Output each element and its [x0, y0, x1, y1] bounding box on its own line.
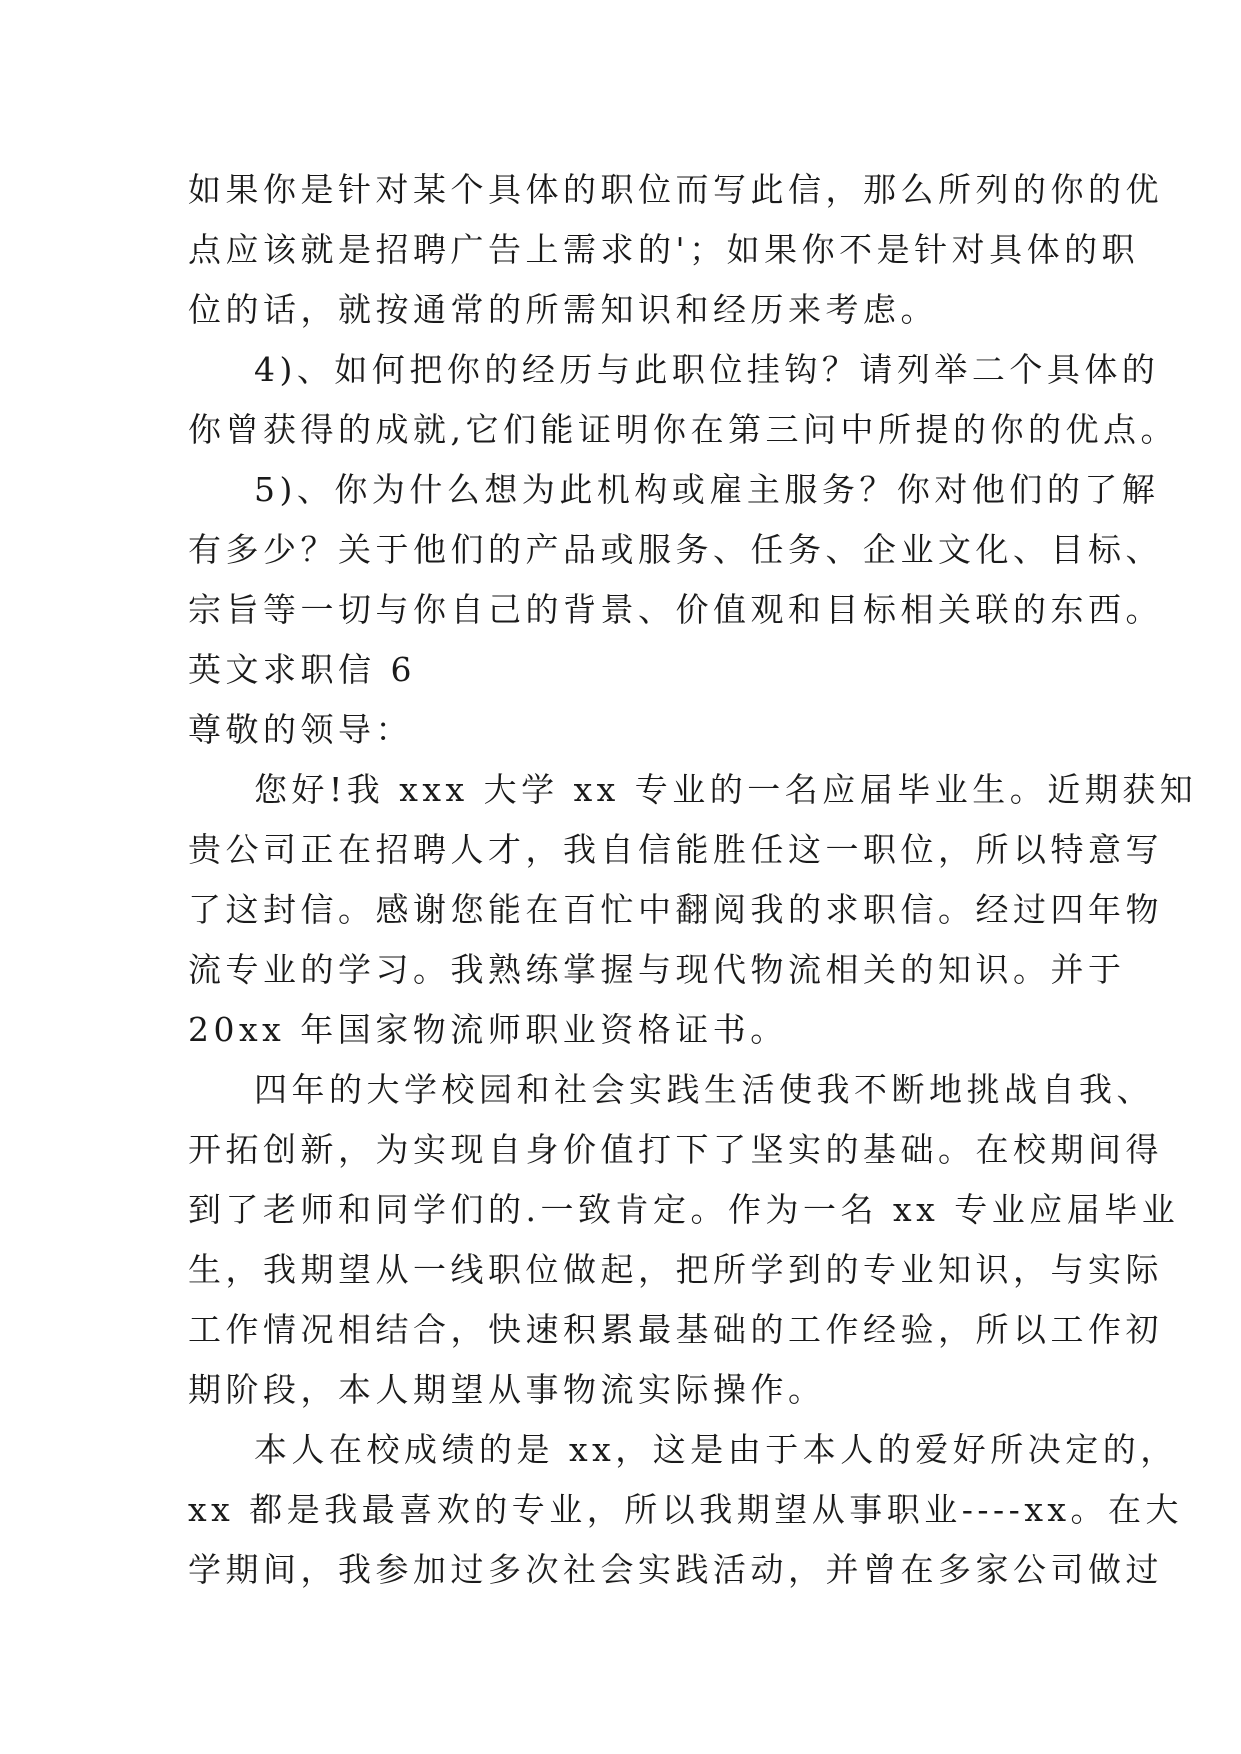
text-line: 到了老师和同学们的.一致肯定。作为一名 xx 专业应届毕业	[188, 1190, 1180, 1229]
text-line: 位的话，就按通常的所需知识和经历来考虑。	[188, 290, 938, 329]
text-line: xx 都是我最喜欢的专业，所以我期望从事职业----xx。在大	[188, 1490, 1184, 1529]
document-body	[188, 160, 1198, 1600]
text-line: 了这封信。感谢您能在百忙中翻阅我的求职信。经过四年物	[188, 890, 1163, 929]
text-line: 您好!我 xxx 大学 xx 专业的一名应届毕业生。近期获知	[254, 770, 1198, 809]
text-line: 工作情况相结合，快速积累最基础的工作经验，所以工作初	[188, 1310, 1163, 1349]
text-line: 你曾获得的成就,它们能证明你在第三问中所提的你的优点。	[188, 410, 1178, 449]
text-line: 有多少？关于他们的产品或服务、任务、企业文化、目标、	[188, 530, 1163, 569]
text-line: 宗旨等一切与你自己的背景、价值观和目标相关联的东西。	[188, 590, 1163, 629]
text-line: 期阶段，本人期望从事物流实际操作。	[188, 1370, 826, 1409]
text-line: 4)、如何把你的经历与此职位挂钩？请列举二个具体的	[254, 350, 1160, 389]
text-line: 开拓创新，为实现自身价值打下了坚实的基础。在校期间得	[188, 1130, 1163, 1169]
text-line: 四年的大学校园和社会实践生活使我不断地挑战自我、	[254, 1070, 1154, 1109]
text-line: 如果你是针对某个具体的职位而写此信，那么所列的你的优	[188, 170, 1163, 209]
text-line: 流专业的学习。我熟练掌握与现代物流相关的知识。并于	[188, 950, 1126, 989]
text-line: 5)、你为什么想为此机构或雇主服务？你对他们的了解	[254, 470, 1160, 509]
text-line: 贵公司正在招聘人才，我自信能胜任这一职位，所以特意写	[188, 830, 1163, 869]
text-line: 本人在校成绩的是 xx，这是由于本人的爱好所决定的，	[254, 1430, 1178, 1469]
text-line: 点应该就是招聘广告上需求的'；如果你不是针对具体的职	[188, 230, 1140, 269]
salutation: 尊敬的领导：	[188, 710, 413, 749]
text-line: 20xx 年国家物流师职业资格证书。	[188, 1010, 788, 1049]
text-line: 生，我期望从一线职位做起，把所学到的专业知识，与实际	[188, 1250, 1163, 1289]
section-heading: 英文求职信 6	[188, 650, 416, 689]
text-line: 学期间，我参加过多次社会实践活动，并曾在多家公司做过	[188, 1550, 1163, 1589]
